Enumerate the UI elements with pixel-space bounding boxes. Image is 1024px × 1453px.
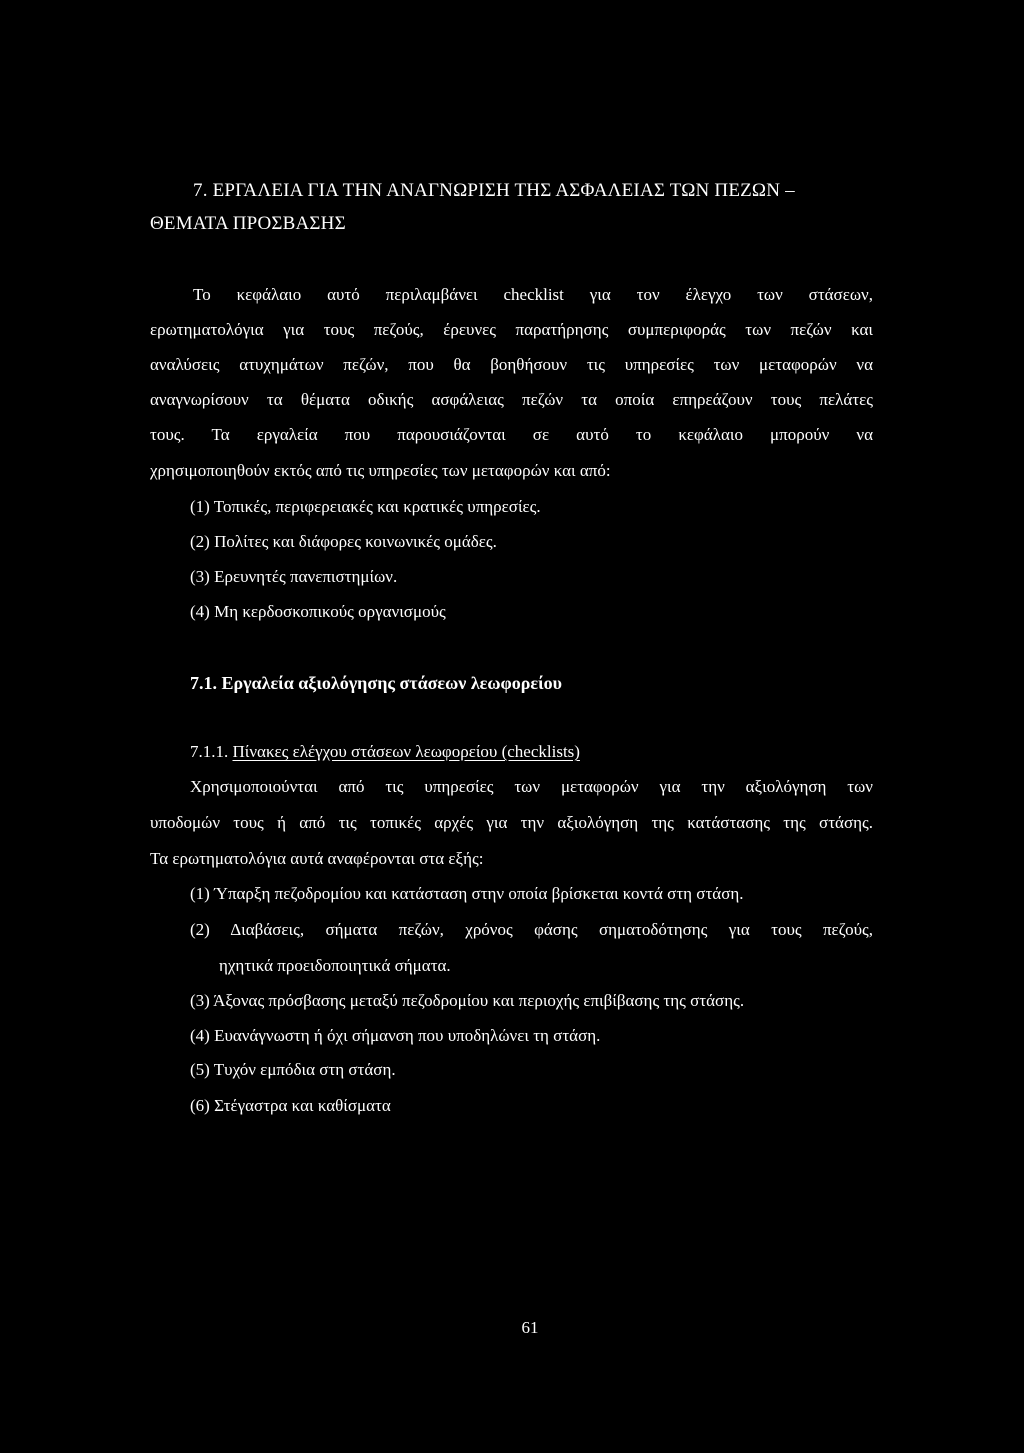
checklist-item-continuation: ηχητικά προειδοποιητικά σήματα. xyxy=(219,956,451,975)
intro-paragraph-line: αναλύσεις ατυχημάτων πεζών, που θα βοηθήσουν τις υπηρεσίες των μεταφορών να xyxy=(150,355,873,374)
checklist-item: (6) Στέγαστρα και καθίσματα xyxy=(190,1096,391,1115)
checklist-item: (5) Τυχόν εμπόδια στη στάση. xyxy=(190,1060,396,1079)
intro-list-item: (3) Ερευνητές πανεπιστημίων. xyxy=(190,567,398,586)
intro-paragraph-line: Το κεφάλαιο αυτό περιλαμβάνει checklist για τον έλεγχο των στάσεων, xyxy=(193,285,873,304)
intro-paragraph-line: ερωτηματολόγια για τους πεζούς, έρευνες παρατήρησης συμπεριφοράς των πεζών και xyxy=(150,320,873,339)
intro-paragraph-line: χρησιμοποιηθούν εκτός από τις υπηρεσίες των μεταφορών και από: xyxy=(150,461,611,480)
intro-list-item: (1) Τοπικές, περιφερειακές και κρατικές υπηρεσίες. xyxy=(190,497,541,516)
subsection-title: Πίνακες ελέγχου στάσεων λεωφορείου (checklists) xyxy=(232,742,580,761)
checklist-item: (2) Διαβάσεις, σήματα πεζών, χρόνος φάσης σηματοδότησης για τους πεζούς, xyxy=(190,920,873,939)
intro-paragraph-line: αναγνωρίσουν τα θέματα οδικής ασφάλειας πεζών τα οποία επηρεάζουν τους πελάτες xyxy=(150,390,873,409)
checklist-item: (3) Άξονας πρόσβασης μεταξύ πεζοδρομίου και περιοχής επιβίβασης της στάσης. xyxy=(190,991,745,1010)
intro-list-item: (2) Πολίτες και διάφορες κοινωνικές ομάδες. xyxy=(190,532,497,551)
body-paragraph-line: υποδομών τους ή από τις τοπικές αρχές για την αξιολόγηση της κατάστασης της στάσης. xyxy=(150,813,873,832)
page-number: 61 xyxy=(521,1318,539,1337)
chapter-heading-line-1: 7. ΕΡΓΑΛΕΙΑ ΓΙΑ ΤΗΝ ΑΝΑΓΝΩΡΙΣΗ ΤΗΣ ΑΣΦΑΛΕΙΑΣ ΤΩΝ ΠΕΖΩΝ – xyxy=(193,180,795,201)
subsection-heading-7-1-1 xyxy=(190,742,580,762)
subsection-number: 7.1.1. xyxy=(190,742,229,761)
checklist-item: (1) Ύπαρξη πεζοδρομίου και κατάσταση στην οποία βρίσκεται κοντά στη στάση. xyxy=(190,884,744,903)
chapter-heading-line-2: ΘΕΜΑΤΑ ΠΡΟΣΒΑΣΗΣ xyxy=(150,213,346,234)
checklist-item: (4) Ευανάγνωστη ή όχι σήμανση που υποδηλώνει τη στάση. xyxy=(190,1026,601,1045)
body-paragraph-line: Χρησιμοποιούνται από τις υπηρεσίες των μεταφορών για την αξιολόγηση των xyxy=(190,777,873,796)
intro-paragraph-line: τους. Τα εργαλεία που παρουσιάζονται σε αυτό το κεφάλαιο μπορούν να xyxy=(150,425,873,444)
body-paragraph-line: Τα ερωτηματολόγια αυτά αναφέρονται στα εξής: xyxy=(150,849,484,868)
section-heading-7-1: 7.1. Εργαλεία αξιολόγησης στάσεων λεωφορείου xyxy=(190,673,562,693)
intro-list-item: (4) Μη κερδοσκοπικούς οργανισμούς xyxy=(190,602,446,621)
